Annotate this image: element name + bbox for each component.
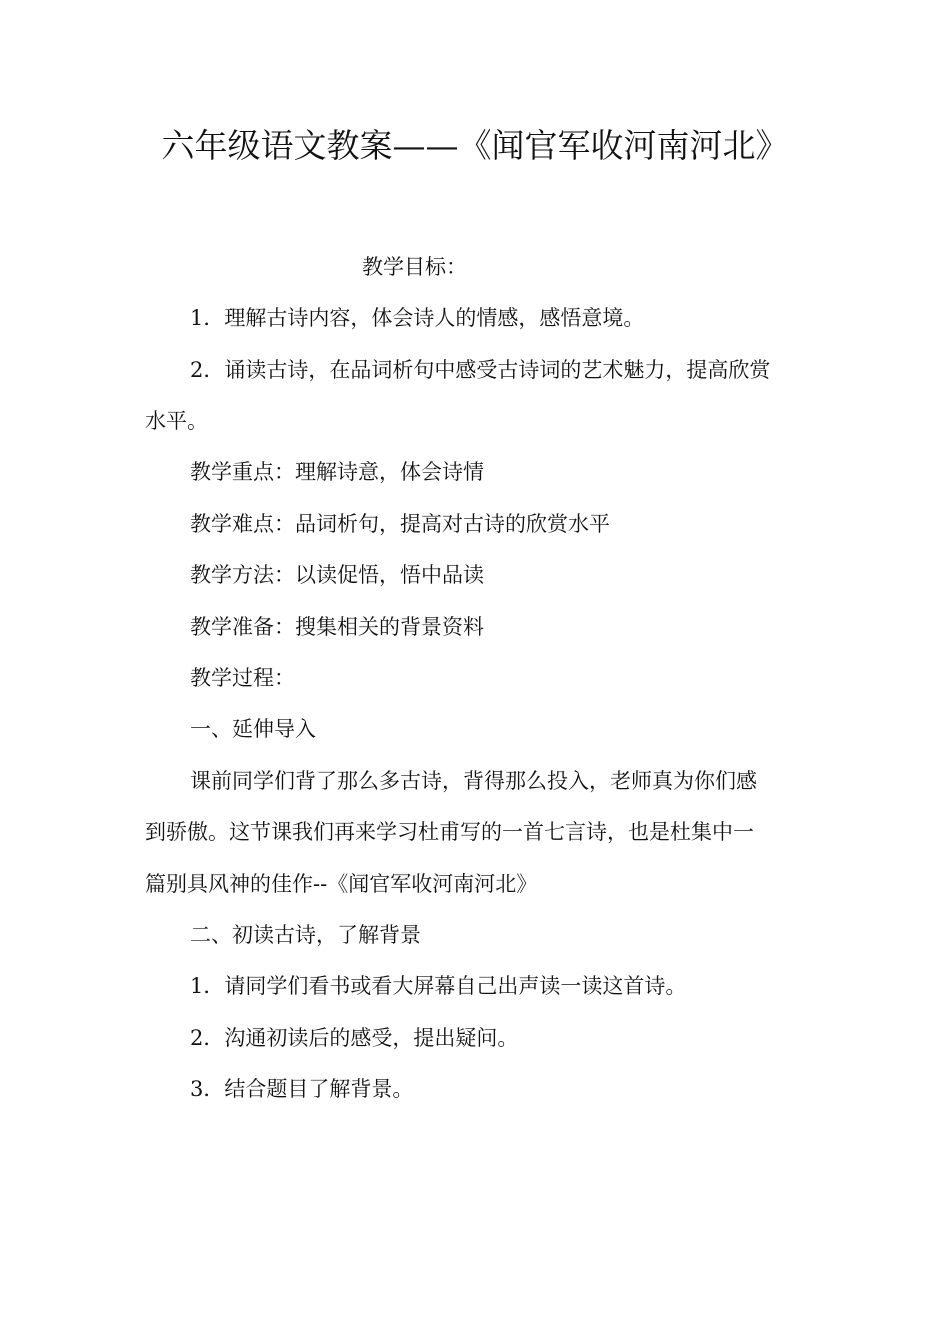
section-1-heading: 一、延伸导入 [190, 717, 316, 741]
objective-1: 1．理解古诗内容，体会诗人的情感，感悟意境。 [190, 306, 645, 330]
teaching-preparation: 教学准备：搜集相关的背景资料 [190, 615, 484, 639]
objective-2-line-2: 水平。 [145, 409, 208, 433]
section-2-heading: 二、初读古诗，了解背景 [190, 923, 421, 947]
objective-2-line-1: 2．诵读古诗，在品词析句中感受古诗词的艺术魅力，提高欣赏 [190, 358, 771, 382]
intro-paragraph-line-3: 篇别具风神的佳作--《闻官军收河南河北》 [145, 872, 538, 896]
document-title: 六年级语文教案——《闻官军收河南河北》 [161, 126, 789, 165]
teaching-method: 教学方法：以读促悟，悟中品读 [190, 563, 484, 587]
teaching-key-point: 教学重点：理解诗意，体会诗情 [190, 460, 484, 484]
step-1: 1．请同学们看书或看大屏幕自己出声读一读这首诗。 [190, 974, 687, 998]
teaching-objectives-heading: 教学目标： [362, 255, 467, 279]
step-3: 3．结合题目了解背景。 [190, 1077, 414, 1101]
intro-paragraph-line-1: 课前同学们背了那么多古诗，背得那么投入，老师真为你们感 [190, 769, 757, 793]
intro-paragraph-line-2: 到骄傲。这节课我们再来学习杜甫写的一首七言诗，也是杜集中一 [145, 820, 754, 844]
step-2: 2．沟通初读后的感受，提出疑问。 [190, 1026, 519, 1050]
teaching-process-heading: 教学过程： [190, 666, 295, 690]
teaching-difficulty: 教学难点：品词析句，提高对古诗的欣赏水平 [190, 512, 610, 536]
